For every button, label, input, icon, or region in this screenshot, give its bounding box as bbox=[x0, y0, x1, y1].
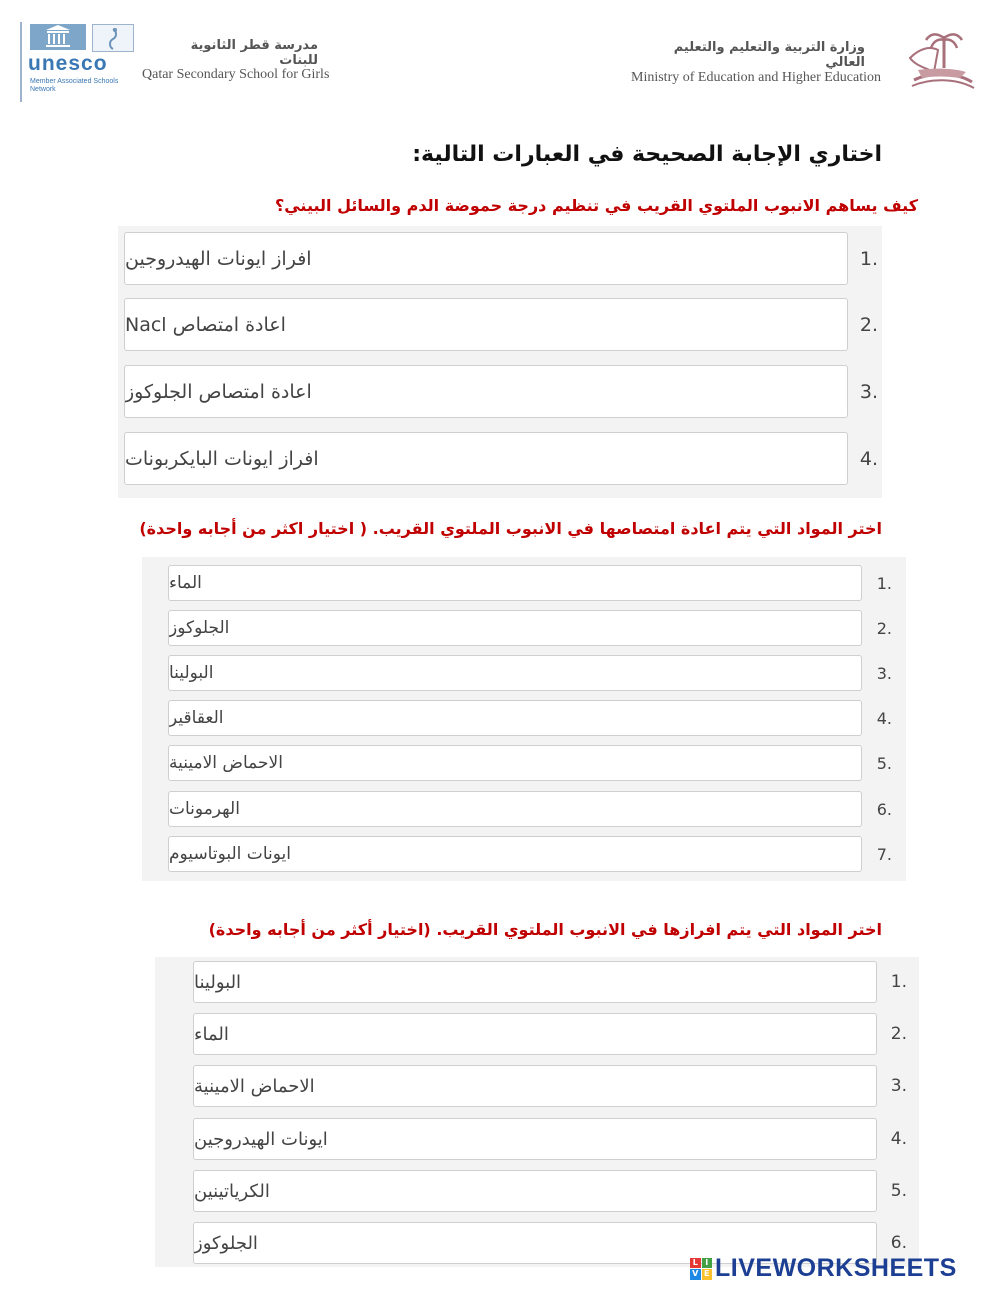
answer-input-box[interactable]: ايونات الهيدروجين bbox=[193, 1118, 877, 1160]
option-number: 3. bbox=[890, 1076, 907, 1096]
option-number: 5. bbox=[876, 753, 892, 773]
question-3-text: اختر المواد التي يتم افرازها في الانبوب الملتوي القريب. (اختيار أكثر من أجابه واحدة) bbox=[208, 920, 882, 939]
aspnet-icon bbox=[92, 24, 134, 52]
question-1-option-1 bbox=[123, 232, 878, 285]
brand-icon-letter: L bbox=[690, 1258, 701, 1269]
ministry-name-arabic: وزارة التربية والتعليم والتعليم العالي bbox=[673, 40, 865, 70]
option-number: 4. bbox=[859, 447, 878, 470]
answer-input-box[interactable]: الجلوكوز bbox=[168, 610, 862, 646]
question-2-option-2 bbox=[156, 610, 892, 646]
question-3-option-2 bbox=[175, 1013, 907, 1055]
question-2-option-1 bbox=[156, 565, 892, 601]
answer-input-box[interactable]: الاحماض الامينية bbox=[168, 745, 862, 781]
answer-input-box[interactable]: افراز ايونات الهيدروجين bbox=[124, 232, 848, 285]
liveworksheets-logo[interactable] bbox=[690, 1254, 957, 1283]
option-number: 2. bbox=[876, 618, 892, 638]
answer-input-box[interactable]: افراز ايونات البايكربونات bbox=[124, 432, 848, 485]
question-3-option-4 bbox=[175, 1118, 907, 1160]
school-name-arabic: مدرسة قطر الثانوية للبنات bbox=[190, 38, 318, 68]
answer-input-box[interactable]: الكرياتينين bbox=[193, 1170, 877, 1212]
option-number: 5. bbox=[890, 1181, 907, 1201]
question-2-option-5 bbox=[156, 745, 892, 781]
ministry-name-english: Ministry of Education and Higher Education bbox=[631, 70, 881, 85]
answer-input-box[interactable]: العقاقير bbox=[168, 700, 862, 736]
answer-input-box[interactable]: البولينا bbox=[168, 655, 862, 691]
question-2-option-6 bbox=[156, 791, 892, 827]
liveworksheets-icon bbox=[690, 1258, 712, 1280]
unesco-subtitle: Member Associated Schools Network bbox=[30, 78, 119, 93]
question-1-option-3 bbox=[123, 365, 878, 418]
question-1-option-4 bbox=[123, 432, 878, 485]
option-number: 3. bbox=[859, 380, 878, 403]
option-number: 6. bbox=[890, 1233, 907, 1253]
answer-input-box[interactable]: البولينا bbox=[193, 961, 877, 1003]
option-number: 3. bbox=[876, 663, 892, 683]
question-2-option-3 bbox=[156, 655, 892, 691]
liveworksheets-wordmark: LIVEWORKSHEETS bbox=[715, 1254, 957, 1282]
option-number: 2. bbox=[890, 1024, 907, 1044]
option-number: 4. bbox=[890, 1129, 907, 1149]
question-3-option-3 bbox=[175, 1065, 907, 1107]
answer-input-box[interactable]: الجلوكوز bbox=[193, 1222, 877, 1264]
unesco-logo bbox=[20, 22, 137, 102]
option-number: 7. bbox=[876, 844, 892, 864]
option-number: 1. bbox=[890, 972, 907, 992]
option-number: 1. bbox=[859, 247, 878, 270]
option-number: 4. bbox=[876, 708, 892, 728]
qatar-emblem-icon bbox=[900, 28, 980, 98]
answer-input-box[interactable]: ايونات البوتاسيوم bbox=[168, 836, 862, 872]
question-2-option-7 bbox=[156, 836, 892, 872]
page-title: اختاري الإجابة الصحيحة في العبارات التالية: bbox=[412, 142, 882, 167]
unesco-wordmark: unesco bbox=[28, 52, 108, 75]
brand-icon-letter: I bbox=[702, 1258, 713, 1269]
question-1-option-2 bbox=[123, 298, 878, 351]
brand-icon-letter: E bbox=[702, 1269, 713, 1280]
answer-input-box[interactable]: اعادة امتصاص الجلوكوز bbox=[124, 365, 848, 418]
question-2-options-panel bbox=[142, 557, 906, 881]
question-3-option-5 bbox=[175, 1170, 907, 1212]
answer-input-box[interactable]: الماء bbox=[193, 1013, 877, 1055]
answer-input-box[interactable]: اعادة امتصاص Nacl bbox=[124, 298, 848, 351]
option-number: 1. bbox=[876, 573, 892, 593]
question-3-options-panel bbox=[155, 957, 919, 1267]
question-2-option-4 bbox=[156, 700, 892, 736]
answer-input-box[interactable]: الماء bbox=[168, 565, 862, 601]
answer-input-box[interactable]: الهرمونات bbox=[168, 791, 862, 827]
question-3-option-1 bbox=[175, 961, 907, 1003]
question-1-options-panel bbox=[118, 226, 882, 498]
temple-icon bbox=[30, 24, 86, 50]
answer-input-box[interactable]: الاحماض الامينية bbox=[193, 1065, 877, 1107]
brand-icon-letter: V bbox=[690, 1269, 701, 1280]
question-1-text: كيف يساهم الانبوب الملتوي القريب في تنظيم درجة حموضة الدم والسائل البيني؟ bbox=[274, 196, 918, 215]
option-number: 2. bbox=[859, 313, 878, 336]
question-2-text: اختر المواد التي يتم اعادة امتصاصها في الانبوب الملتوي القريب. ( اختيار اكثر من أجابه واحدة) bbox=[139, 519, 882, 538]
option-number: 6. bbox=[876, 799, 892, 819]
school-name-english: Qatar Secondary School for Girls bbox=[142, 67, 330, 82]
